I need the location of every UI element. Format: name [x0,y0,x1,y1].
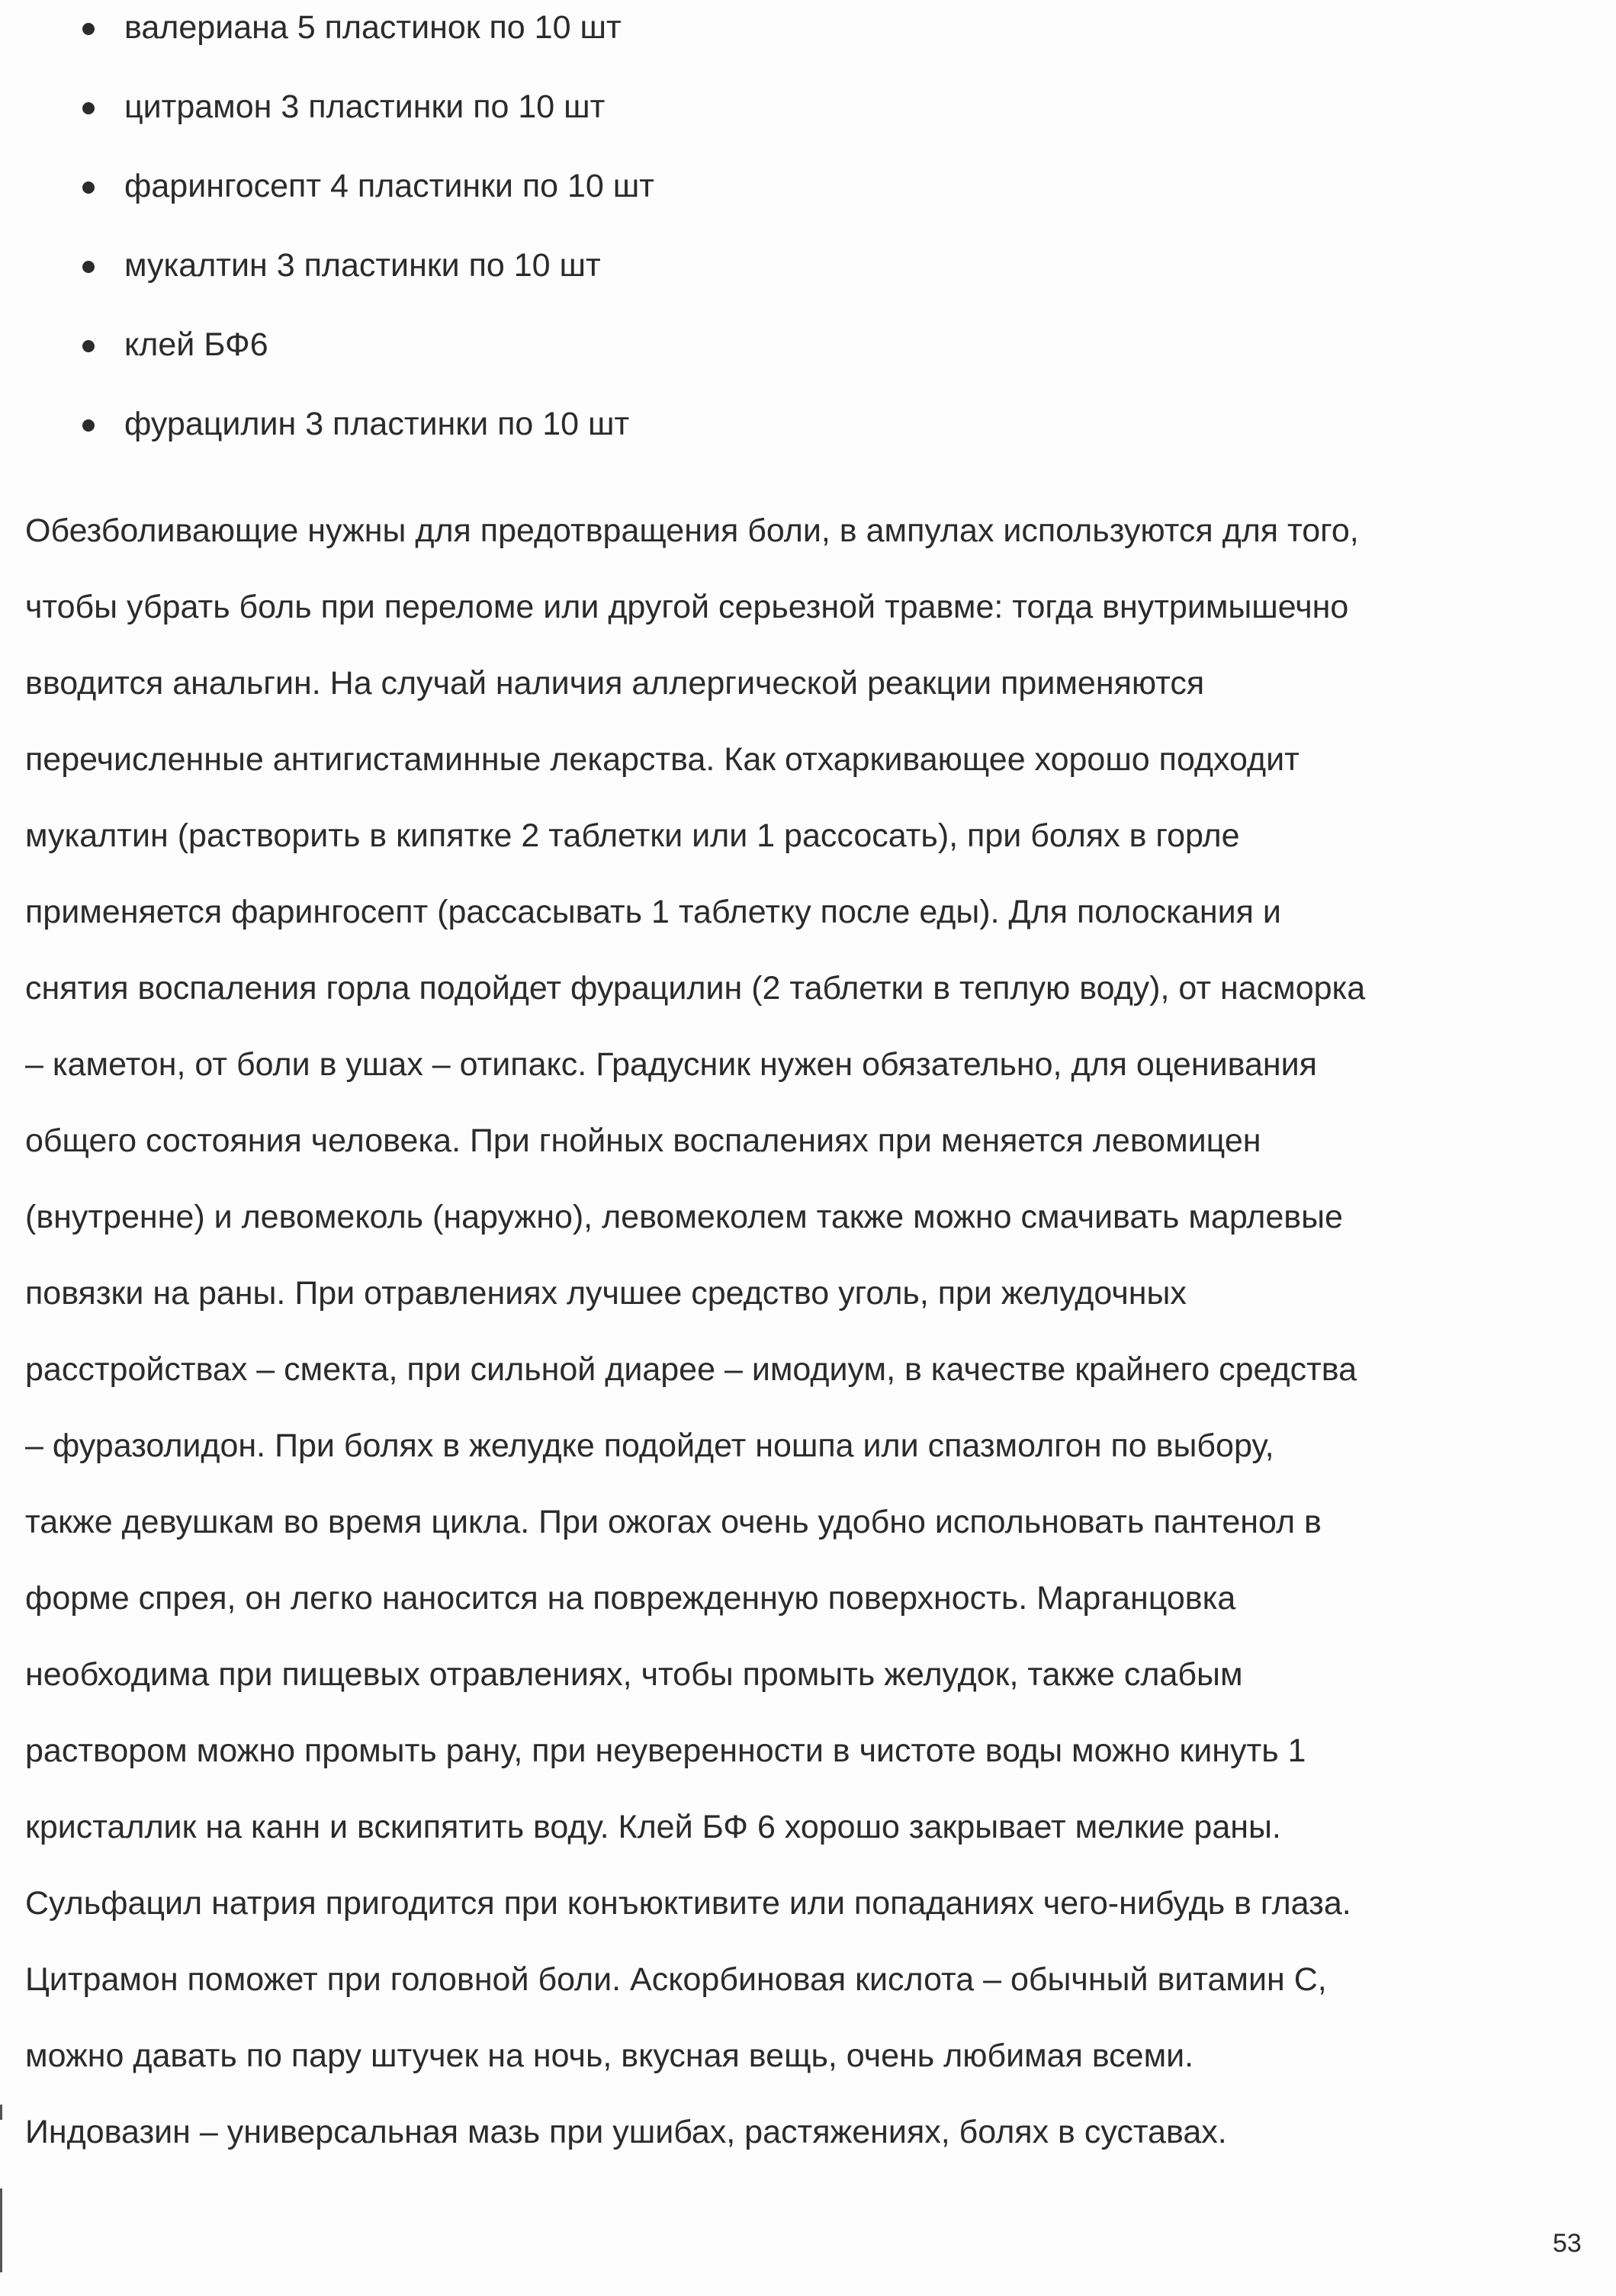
bullet-dot-icon [82,340,95,352]
paragraph-line: можно давать по пару штучек на ночь, вкусная вещь, очень любимая всеми. [25,2037,1194,2074]
bullet-dot-icon [82,102,95,114]
paragraph-line: необходима при пищевых отравлениях, чтобы промыть желудок, также слабым [25,1656,1243,1693]
list-item [76,322,654,401]
paragraph-line: мукалтин (растворить в кипятке 2 таблетки или 1 рассосать), при болях в горле [25,817,1240,854]
paragraph-line: – фуразолидон. При болях в желудке подойдет ношпа или спазмолгон по выбору, [25,1427,1274,1464]
paragraph-line: форме спрея, он легко наносится на поврежденную поверхность. Марганцовка [25,1580,1236,1617]
scan-edge-mark [0,2105,2,2120]
list-item [76,242,654,322]
bullet-dot-icon [82,261,95,273]
bullet-dot-icon [82,419,95,432]
paragraph-line: (внутренне) и левомеколь (наружно), левомеколем также можно смачивать марлевые [25,1199,1343,1235]
list-item [76,5,654,84]
bullet-dot-icon [82,181,95,194]
paragraph-line: также девушкам во время цикла. При ожогах очень удобно испольновать пантенол в [25,1504,1322,1540]
paragraph-line: – каметон, от боли в ушах – отипакс. Градусник нужен обязательно, для оценивания [25,1046,1317,1083]
list-item-text: клей БФ6 [124,326,268,363]
paragraph-line: Сульфацил натрия пригодится при конъюктивите или попаданиях чего-нибудь в глаза. [25,1885,1351,1922]
paragraph-line: Цитрамон поможет при головной боли. Аскорбиновая кислота – обычный витамин С, [25,1961,1327,1998]
list-item [76,84,654,163]
list-item-text: мукалтин 3 пластинки по 10 шт [124,247,601,284]
paragraph-line: общего состояния человека. При гнойных воспалениях при меняется левомицен [25,1122,1261,1159]
paragraph-line: повязки на раны. При отравлениях лучшее средство уголь, при желудочных [25,1275,1187,1312]
list-item [76,401,654,480]
paragraph-line: Индовазин – универсальная мазь при ушибах, растяжениях, болях в суставах. [25,2114,1227,2150]
medicine-list [76,5,654,480]
paragraph-line: перечисленные антигистаминные лекарства. Как отхаркивающее хорошо подходит [25,741,1300,778]
paragraph-line: Обезболивающие нужны для предотвращения боли, в ампулах используются для того, [25,512,1359,549]
list-item-text: цитрамон 3 пластинки по 10 шт [124,88,606,125]
paragraph-line: применяется фарингосепт (рассасывать 1 таблетку после еды). Для полоскания и [25,894,1281,930]
paragraph-line: раствором можно промыть рану, при неуверенности в чистоте воды можно кинуть 1 [25,1732,1306,1769]
paragraph-line: вводится анальгин. На случай наличия аллергической реакции применяются [25,665,1205,702]
paragraph-line: расстройствах – смекта, при сильной диарее – имодиум, в качестве крайнего средства [25,1351,1357,1388]
bullet-dot-icon [82,23,95,35]
page-number: 53 [1553,2229,1582,2258]
list-item-text: валериана 5 пластинок по 10 шт [124,9,622,46]
paragraph-line: чтобы убрать боль при переломе или другой серьезной травме: тогда внутримышечно [25,589,1349,625]
paragraph-line: снятия воспаления горла подойдет фурацилин (2 таблетки в теплую воду), от насморка [25,970,1366,1007]
list-item [76,163,654,242]
list-item-text: фарингосепт 4 пластинки по 10 шт [124,168,654,204]
scan-edge-mark [0,2188,2,2272]
list-item-text: фурацилин 3 пластинки по 10 шт [124,406,630,442]
paragraph-line: кристаллик на канн и вскипятить воду. Клей БФ 6 хорошо закрывает мелкие раны. [25,1809,1281,1845]
body-paragraph [25,500,1596,2178]
